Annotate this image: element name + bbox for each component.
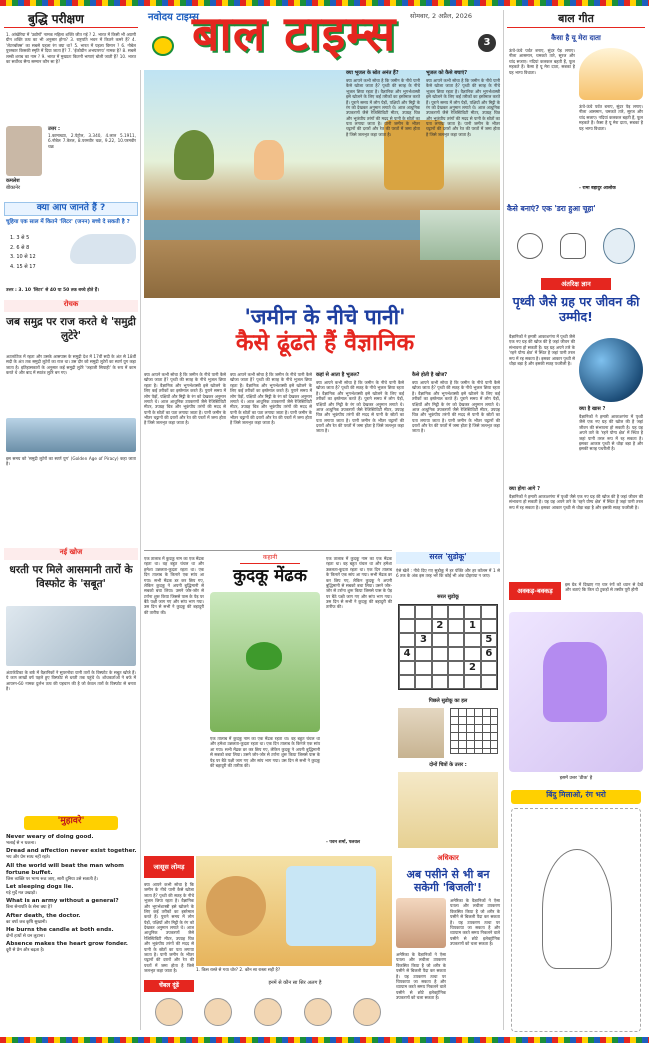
idiom-english: After death, the doctor.	[6, 912, 81, 919]
article-column-3: क्या आपने कभी सोचा है कि जमीन के नीचे पानी कैसे खोजा जाता है? पृथ्वी की सतह के नीचे भूजल छिपा रहता है। वैज्ञानिक और भूगर्भशास्त्री इसे खोजने के लिए कई तरीकों का इस्तेमाल करते हैं। पुराने समय में लोग पेड़ों, पक्षियों और मिट्टी के रंग को देखकर अनुमान लगाते थे। आज आधुनिक उपकरणों जैसे रेजिस्टिविटी मीटर, उपग्रह चित्र और भूकंपीय तरंगों की मदद से पानी के स्रोतों का पता लगाया जाता है। पानी जमीन के भीतर चट्टानों की दरारों और रेत की परतों में जमा होता है जिसे जलभृत कहा जाता है।	[316, 380, 404, 434]
idiom-item	[6, 913, 138, 925]
sudoku-section	[396, 552, 500, 852]
space-tag: अंतरिक्ष ज्ञान	[541, 278, 611, 290]
interesting-tag: रोचक	[63, 300, 79, 308]
space-subhead-2: क्या होगा आगे ?	[509, 486, 540, 492]
sudoku-cell[interactable]: 3	[415, 633, 431, 647]
idiom-english: All the world will beat the man whom fortune buffet.	[6, 862, 124, 876]
option-item: 4. 15 से 17	[10, 263, 36, 270]
interesting-caption: इस समय को 'समुद्री लुटेरों का स्वर्ण युग' (Golden Age of Piracy) कहा जाता है।	[6, 456, 136, 467]
comic-strip-caption: 1. किस रास्ते से गया चोर? 2. कौन सा रास्ता सही है?	[196, 968, 281, 973]
health-tag-box	[396, 854, 500, 866]
sudoku-cell[interactable]	[415, 647, 431, 661]
headline-line1: 'जमीन के नीचे पानी'	[244, 305, 406, 329]
face-option[interactable]	[204, 998, 232, 1026]
idiom-item	[6, 834, 138, 846]
sudoku-cell[interactable]	[399, 619, 415, 633]
spot-tag: चेंबल दूंढें	[144, 980, 194, 992]
options-list	[10, 234, 36, 272]
idiom-hindi: दूरी से प्रेम और बढ़ता है।	[6, 948, 45, 954]
idiom-english: He burns the candle at both ends.	[6, 927, 114, 934]
story-author: - पवन शर्मा, पलवल	[326, 840, 360, 845]
new-search-header	[4, 548, 138, 560]
idiom-english: Never weary of doing good.	[6, 834, 94, 840]
how-made-steps	[509, 218, 643, 274]
poem-title: कैसा है यू मेरा दाता	[551, 34, 601, 42]
frog-illustration	[210, 592, 320, 732]
scared-mouse-icon	[603, 228, 635, 264]
idiom-item	[6, 863, 138, 882]
column-divider	[503, 10, 504, 1030]
spot-caption: इनमें से कौन सा सिर अलग है	[268, 980, 322, 986]
step-mouse-icon	[560, 233, 586, 259]
sudoku-cell[interactable]	[464, 605, 480, 619]
antarctica-image	[6, 606, 136, 666]
story-column-2: एक तालाब में कुदकू नाम का एक मेंढक रहता था। वह बहुत चंचल था और हमेशा उछलता-कूदता रहता था। एक दिन तालाब के किनारे एक सांप आ गया। सभी मेंढक डर कर छिप गए, लेकिन कुदकू ने अपनी बुद्धिमानी से सबको बचा लिया। उसने जोर-जोर से टर्राना शुरू किया जिससे पास के पेड़ पर बैठे पक्षी जाग गए और सांप भाग गया। उस दिन से सभी ने कुदकू की बहादुरी की तारीफ की।	[210, 736, 320, 768]
page-number: 3	[478, 34, 496, 52]
sudoku-cell[interactable]	[448, 647, 464, 661]
riddle-tag: अक्कड़-बक्कड़	[509, 582, 561, 600]
face-option[interactable]	[155, 998, 183, 1026]
idiom-hindi: दोनों हाथों से धन लुटाना।	[6, 934, 45, 940]
sudoku-cell[interactable]	[399, 633, 415, 647]
did-you-know-heading: क्या आप जानते हैं ?	[36, 203, 106, 213]
new-search-tag: नई खोज	[59, 548, 83, 556]
idiom-item	[6, 898, 138, 910]
new-search-title: धरती पर मिले आसमानी तारों के विस्फोट के 'सबूत'	[9, 564, 133, 590]
two-pictures-image	[398, 772, 498, 848]
space-text-3: वैज्ञानिकों ने हमारी आकाशगंगा में पृथ्वी जैसे एक नए ग्रह की खोज की है जहां जीवन की संभावना हो सकती है। यह ग्रह अपने तारे के 'रहने योग्य क्षेत्र' में स्थित है जहां पानी तरल रूप में रह सकता है। इसका आकार पृथ्वी से थोड़ा बड़ा है और इसकी सतह पथरीली है।	[509, 494, 643, 510]
option-item: 3. 10 से 12	[10, 254, 36, 260]
puzzle-illustration	[509, 612, 643, 772]
sudoku-cell[interactable]	[432, 675, 448, 689]
health-title: अब पसीने से भी बन सकेगी 'बिजली'!	[406, 868, 490, 895]
logo-icon	[152, 36, 174, 56]
sudoku-cell[interactable]	[432, 661, 448, 675]
sudoku-instructions: ऐसे खेलें : नीचे दिए गए सुडोकू में हर पंक्ति और हर कॉलम में 1 से 6 तक के अंक इस तरह भरें कि कोई भी अंक दोहराया न जाए।	[396, 568, 500, 579]
health-text-1: अमेरिका के वैज्ञानिकों ने ऐसा पतला और लचीला उपकरण विकसित किया है जो शरीर के पसीने से बिजली पैदा कर सकता है। यह उपकरण त्वचा पर चिपकाया जा सकता है और व्यायाम करते समय निकलने वाले पसीने से छोटे इलेक्ट्रॉनिक उपकरणों को चला सकता है।	[450, 898, 500, 946]
idiom-item	[6, 884, 138, 896]
sudoku-cell[interactable]	[432, 605, 448, 619]
frog-icon	[246, 642, 282, 670]
comic-text: क्या आपने कभी सोचा है कि जमीन के नीचे पानी कैसे खोजा जाता है? पृथ्वी की सतह के नीचे भूजल छिपा रहता है। वैज्ञानिक और भूगर्भशास्त्री इसे खोजने के लिए कई तरीकों का इस्तेमाल करते हैं। पुराने समय में लोग पेड़ों, पक्षियों और मिट्टी के रंग को देखकर अनुमान लगाते थे। आज आधुनिक उपकरणों जैसे रेजिस्टिविटी मीटर, उपग्रह चित्र और भूकंपीय तरंगों की मदद से पानी के स्रोतों का पता लगाया जाता है। पानी जमीन के भीतर चट्टानों की दरारों और रेत की परतों में जमा होता है जिसे जलभृत कहा जाता है।	[144, 882, 194, 973]
article-subhead: कैसे होती है खोज?	[412, 372, 448, 378]
fox-icon	[206, 876, 266, 936]
sudoku-header	[396, 552, 500, 564]
credit-name: कमलेश	[6, 178, 20, 184]
sudoku-cell[interactable]: 4	[399, 647, 415, 661]
character-figure	[543, 642, 607, 722]
how-made-title: कैसे बनाएं? एक 'डरा हुआ चूहा'	[507, 204, 596, 213]
sudoku-cell[interactable]	[432, 633, 448, 647]
face-option[interactable]	[254, 998, 282, 1026]
article-column-1: क्या आपने कभी सोचा है कि जमीन के नीचे पानी कैसे खोजा जाता है? पृथ्वी की सतह के नीचे भूजल छिपा रहता है। वैज्ञानिक और भूगर्भशास्त्री इसे खोजने के लिए कई तरीकों का इस्तेमाल करते हैं। पुराने समय में लोग पेड़ों, पक्षियों और मिट्टी के रंग को देखकर अनुमान लगाते थे। आज आधुनिक उपकरणों जैसे रेजिस्टिविटी मीटर, उपग्रह चित्र और भूकंपीय तरंगों की मदद से पानी के स्रोतों का पता लगाया जाता है। पानी जमीन के भीतर चट्टानों की दरारों और रेत की परतों में जमा होता है जिसे जलभृत कहा जाता है।	[144, 372, 226, 426]
idiom-item	[6, 941, 138, 953]
headline-line2: कैसे ढूंढते हैं वैज्ञानिक	[235, 330, 415, 357]
spot-difference-image	[398, 708, 444, 758]
article-column-4: क्या आपने कभी सोचा है कि जमीन के नीचे पानी कैसे खोजा जाता है? पृथ्वी की सतह के नीचे भूजल छिपा रहता है। वैज्ञानिक और भूगर्भशास्त्री इसे खोजने के लिए कई तरीकों का इस्तेमाल करते हैं। पुराने समय में लोग पेड़ों, पक्षियों और मिट्टी के रंग को देखकर अनुमान लगाते थे। आज आधुनिक उपकरणों जैसे रेजिस्टिविटी मीटर, उपग्रह चित्र और भूकंपीय तरंगों की मदद से पानी के स्रोतों का पता लगाया जाता है। पानी जमीन के भीतर चट्टानों की दरारों और रेत की परतों में जमा होता है जिसे जलभृत कहा जाता है।	[412, 380, 500, 434]
article-subhead: क्या भूजल के स्रोत अनंत हैं?	[346, 70, 399, 76]
idiom-hindi: जिस व्यक्ति पर भाग्य रूठ जाए, सारी दुनिया उसे सताती है।	[6, 876, 99, 882]
sudoku-cell[interactable]	[448, 675, 464, 689]
idioms-heading: 'मुहावरे'	[57, 816, 85, 826]
elephant-outline	[542, 849, 612, 969]
idiom-hindi: भलाई से न थकना।	[6, 840, 36, 846]
step-circle-icon	[517, 233, 543, 259]
sudoku-cell[interactable]	[415, 675, 431, 689]
answers-label: दोनों चित्रों के उत्तर :	[429, 762, 467, 768]
idioms-header	[24, 816, 118, 830]
sudoku-cell[interactable]	[464, 647, 480, 661]
sudoku-cell[interactable]: 2	[464, 661, 480, 675]
article-columns-3-4	[316, 372, 500, 542]
interesting-header	[4, 300, 138, 312]
quiz-header	[4, 12, 138, 28]
sudoku-cell[interactable]: 5	[481, 633, 497, 647]
pirate-ship-image	[6, 418, 136, 452]
bottom-color-bar	[0, 1037, 649, 1043]
comic-illustration	[196, 856, 392, 966]
sun-illustration	[579, 48, 643, 100]
health-tag: अधिकार	[437, 854, 459, 862]
interesting-text: अटलांटिक में रहता और उसके आसपास के समुद्री देश में 17वीं सदी के अंत से 18वीं सदी के अंत तक समुद्री लुटेरों का राज था। उस दौर को समुद्री लुटेरों का स्वर्ण युग कहा जाता है। इतिहासकारों के अनुसार कई समुद्री लुटेरे 'जहाजी सिपाही' के रूप में काम करते थे और बाद में स्वतंत्र लुटेरे बन गए।	[6, 354, 136, 376]
sudoku-answer-caption: पिछले सुडोकू का हल	[428, 698, 468, 704]
brand-name: नवोदय टाइम्स	[148, 12, 199, 23]
health-text-2: अमेरिका के वैज्ञानिकों ने ऐसा पतला और लचीला उपकरण विकसित किया है जो शरीर के पसीने से बिजली पैदा कर सकता है। यह उपकरण त्वचा पर चिपकाया जा सकता है और व्यायाम करते समय निकलने वाले पसीने से छोटे इलेक्ट्रॉनिक उपकरणों को चला सकता है।	[396, 952, 446, 1000]
left-column	[4, 8, 140, 1036]
sudoku-cell[interactable]	[415, 605, 431, 619]
idiom-english: Absence makes the heart grow fonder.	[6, 941, 128, 948]
idiom-english: What is an army without a general?	[6, 898, 119, 905]
article-subhead: भूजल को कैसे बचाएं?	[426, 70, 468, 76]
poem-heading: बाल गीत	[558, 12, 594, 25]
dots-heading: बिंदु मिलाओ, रंग भरो	[546, 790, 606, 799]
answer-line: उत्तर : 3. 10 'लिटर' से 40 या 50 तक बच्चे होते हैं।	[6, 288, 99, 293]
sudoku-cell[interactable]	[399, 605, 415, 619]
sudoku-heading: सरल 'सुडोकू'	[429, 552, 467, 561]
idiom-item	[6, 848, 138, 860]
sudoku-cell[interactable]	[481, 605, 497, 619]
sudoku-cell[interactable]	[481, 661, 497, 675]
idiom-hindi: भय और प्रेम साथ नहीं रहते।	[6, 855, 51, 861]
sudoku-cell[interactable]	[448, 619, 464, 633]
face-option[interactable]	[353, 998, 381, 1026]
previous-sudoku-solution	[450, 708, 498, 754]
story-title: कुदकू मेंढक	[233, 566, 307, 586]
answers-text: 1.कामाख्या, 2.पेट्रोल, 3.340, 4.लाल 5.1911, 6.नोबेल 7.केरल, 8.परमवीर चक्र, 9.22, 10.परमवीर चक्र	[48, 133, 136, 149]
sudoku-cell[interactable]: 1	[464, 619, 480, 633]
space-title: पृथ्वी जैसे ग्रह पर जीवन की उम्मीद!	[512, 294, 640, 325]
mouse-illustration	[70, 234, 136, 264]
section-divider	[144, 550, 392, 551]
poem-header	[507, 12, 645, 28]
maze-panel	[286, 866, 376, 946]
spot-faces-row	[144, 994, 392, 1030]
masthead-title: बाल टाइम्स	[192, 6, 397, 62]
sudoku-cell[interactable]	[464, 675, 480, 689]
sudoku-cell[interactable]	[399, 661, 415, 675]
poem-text-2: ऊंचे-ऊंचे पर्वत बनाए, सुंदर पेड़ लगाए। नीला आसमान, चमकते तारे, सूरज और चांद सजाए। नदियां कलकल बहती हैं, फूल महकते हैं। कैसा है यू मेरा दाता, सबका है यह भाग्य विधाता।	[579, 104, 643, 131]
sudoku-cell[interactable]	[448, 605, 464, 619]
space-subhead: क्या है खास ?	[579, 406, 606, 412]
face-option[interactable]	[304, 998, 332, 1026]
space-text-2: वैज्ञानिकों ने हमारी आकाशगंगा में पृथ्वी जैसे एक नए ग्रह की खोज की है जहां जीवन की संभावना हो सकती है। यह ग्रह अपने तारे के 'रहने योग्य क्षेत्र' में स्थित है जहां पानी तरल रूप में रह सकता है। इसका आकार पृथ्वी से थोड़ा बड़ा है और इसकी सतह पथरीली है।	[579, 414, 643, 452]
option-item: 1. 3 से 5	[10, 235, 30, 241]
interesting-title: जब समुद्र पर राज करते थे 'समुद्री लुटेरे'	[6, 316, 136, 342]
column-divider	[140, 70, 141, 1030]
sudoku-cell[interactable]	[448, 661, 464, 675]
sudoku-cell[interactable]	[399, 675, 415, 689]
idioms-list	[6, 834, 138, 1034]
right-column	[507, 8, 645, 1036]
sweat-sensor-photo	[396, 898, 446, 948]
sudoku-cell[interactable]	[415, 619, 431, 633]
dot-to-dot-canvas[interactable]	[511, 808, 641, 1032]
idiom-hindi: बिना सेनापति के सेना क्या है?	[6, 905, 53, 911]
story-column-3: एक तालाब में कुदकू नाम का एक मेंढक रहता था। वह बहुत चंचल था और हमेशा उछलता-कूदता रहता था। एक दिन तालाब के किनारे एक सांप आ गया। सभी मेंढक डर कर छिप गए, लेकिन कुदकू ने अपनी बुद्धिमानी से सबको बचा लिया। उसने जोर-जोर से टर्राना शुरू किया जिससे पास के पेड़ पर बैठे पक्षी जाग गए और सांप भाग गया। उस दिन से सभी ने कुदकू की बहादुरी की तारीफ की।	[326, 556, 392, 610]
author-photo	[6, 126, 42, 176]
story-column-1: एक तालाब में कुदकू नाम का एक मेंढक रहता था। वह बहुत चंचल था और हमेशा उछलता-कूदता रहता था। एक दिन तालाब के किनारे एक सांप आ गया। सभी मेंढक डर कर छिप गए, लेकिन कुदकू ने अपनी बुद्धिमानी से सबको बचा लिया। उसने जोर-जोर से टर्राना शुरू किया जिससे पास के पेड़ पर बैठे पक्षी जाग गए और सांप भाग गया। उस दिन से सभी ने कुदकू की बहादुरी की तारीफ की।	[144, 556, 204, 615]
article-subhead: कहां से आता है भूजल?	[316, 372, 360, 378]
sudoku-cell[interactable]	[432, 647, 448, 661]
riddle-text: इस ग्रेड में दिखाए गए चार रंगों को ध्यान से देखें और बताएं कि किन दो टुकड़ों से तस्वीर पूरी होगी	[565, 582, 643, 593]
did-you-know-question: चूहिया एक साल में कितने 'लिटर' (जनन) बच्चे दे सकती है ?	[6, 219, 130, 225]
right-article-text-2: क्या आपने कभी सोचा है कि जमीन के नीचे पानी कैसे खोजा जाता है? पृथ्वी की सतह के नीचे भूजल छिपा रहता है। वैज्ञानिक और भूगर्भशास्त्री इसे खोजने के लिए कई तरीकों का इस्तेमाल करते हैं। पुराने समय में लोग पेड़ों, पक्षियों और मिट्टी के रंग को देखकर अनुमान लगाते थे। आज आधुनिक उपकरणों जैसे रेजिस्टिविटी मीटर, उपग्रह चित्र और भूकंपीय तरंगों की मदद से पानी के स्रोतों का पता लगाया जाता है। पानी जमीन के भीतर चट्टानों की दरारों और रेत की परतों में जमा होता है जिसे जलभृत कहा जाता है।	[426, 78, 500, 137]
idiom-english: Let sleeping dogs lie.	[6, 884, 74, 891]
space-text-1: वैज्ञानिकों ने हमारी आकाशगंगा में पृथ्वी जैसे एक नए ग्रह की खोज की है जहां जीवन की संभावना हो सकती है। यह ग्रह अपने तारे के 'रहने योग्य क्षेत्र' में स्थित है जहां पानी तरल रूप में रह सकता है। इसका आकार पृथ्वी से थोड़ा बड़ा है और इसकी सतह पथरीली है।	[509, 334, 575, 366]
story-tag: कहानी	[262, 554, 278, 561]
did-you-know-header	[4, 202, 138, 216]
issue-date: सोमवार, 2 अप्रैल, 2026	[410, 12, 473, 20]
answers-label: उत्तर :	[48, 126, 60, 132]
quiz-heading: बुद्धि परीक्षण	[28, 12, 84, 26]
story-tag-box	[240, 554, 300, 564]
right-article-text-1: क्या आपने कभी सोचा है कि जमीन के नीचे पानी कैसे खोजा जाता है? पृथ्वी की सतह के नीचे भूजल छिपा रहता है। वैज्ञानिक और भूगर्भशास्त्री इसे खोजने के लिए कई तरीकों का इस्तेमाल करते हैं। पुराने समय में लोग पेड़ों, पक्षियों और मिट्टी के रंग को देखकर अनुमान लगाते थे। आज आधुनिक उपकरणों जैसे रेजिस्टिविटी मीटर, उपग्रह चित्र और भूकंपीय तरंगों की मदद से पानी के स्रोतों का पता लगाया जाता है। पानी जमीन के भीतर चट्टानों की दरारों और रेत की परतों में जमा होता है जिसे जलभृत कहा जाता है।	[346, 78, 420, 137]
dots-header	[511, 790, 641, 804]
idiom-hindi: गड़े मुर्दे मत उखाड़ो।	[6, 891, 37, 896]
well-photo	[420, 210, 500, 260]
sudoku-cell[interactable]	[415, 661, 431, 675]
poem-author: - रामा बहादुर आलोक	[579, 186, 616, 191]
option-item: 2. 6 से 8	[10, 244, 30, 251]
poem-text-1: ऊंचे-ऊंचे पर्वत बनाए, सुंदर पेड़ लगाए। नीला आसमान, चमकते तारे, सूरज और चांद सजाए। नदियां कलकल बहती हैं, फूल महकते हैं। कैसा है यू मेरा दाता, सबका है यह भाग्य विधाता।	[509, 48, 575, 75]
maze-caption: इसमें उत्तर 'ठीक' है	[559, 776, 593, 781]
sudoku-grid	[398, 604, 498, 690]
article-column-2: क्या आपने कभी सोचा है कि जमीन के नीचे पानी कैसे खोजा जाता है? पृथ्वी की सतह के नीचे भूजल छिपा रहता है। वैज्ञानिक और भूगर्भशास्त्री इसे खोजने के लिए कई तरीकों का इस्तेमाल करते हैं। पुराने समय में लोग पेड़ों, पक्षियों और मिट्टी के रंग को देखकर अनुमान लगाते थे। आज आधुनिक उपकरणों जैसे रेजिस्टिविटी मीटर, उपग्रह चित्र और भूकंपीय तरंगों की मदद से पानी के स्रोतों का पता लगाया जाता है। पानी जमीन के भीतर चट्टानों की दरारों और रेत की परतों में जमा होता है जिसे जलभृत कहा जाता है।	[230, 372, 312, 426]
sudoku-grid-caption: सरल सुडोकू	[437, 594, 459, 600]
quiz-text: 1. आंखेरिया में 'उद्योगों' नामक महिला शक्ति जीत गई ? 2. भारत में किसी भी अग्रणी ग्रीन शक्ति तत्व का भी अनुसार होगा? 3. राष्ट्रपति भवन में कितने कमरे हैं? 4. 'लेटरबॉक्स' का सबसे पहला रंग क्या था? 5. भारत में पहला विमान ? 6. नोबेल पुरस्कार किसकी स्मृति में दिया जाता है? 7. 'ईकोग्रीन अभयारण्य' नामक है? 8. सबसे लम्बी शराब का नाम ? 9. भारत में मुख्यतः कितनी भाषाएं बोली जाती हैं? 10. भारत का सर्वोच्च सैन्य सम्मान कौन सा है?	[6, 32, 136, 64]
masthead	[140, 6, 502, 68]
sudoku-cell[interactable]	[481, 675, 497, 689]
sudoku-cell[interactable]: 2	[432, 619, 448, 633]
tree-icon	[174, 130, 214, 180]
comic-tag: जासूस लोमड़	[144, 856, 194, 878]
new-search-text: अंटार्कटिका के बर्फ में वैज्ञानिकों ने सुपरनोवा यानी तारों के विस्फोट के सबूत खोजे हैं। ये कण लाखों वर्ष पहले हुए विस्फोट से धरती तक पहुंचे थे। शोधकर्ताओं ने बर्फ में आयरन-60 नामक दुर्लभ तत्व की पहचान की है जो केवल तारों के विस्फोट से बनता है।	[6, 670, 136, 692]
scientist-figure	[254, 140, 284, 180]
credit-place: बीकानेर	[6, 185, 21, 191]
sudoku-cell[interactable]	[464, 633, 480, 647]
sudoku-cell[interactable]	[448, 633, 464, 647]
sudoku-cell[interactable]: 6	[481, 647, 497, 661]
planet-image	[579, 338, 643, 402]
idiom-english: Dread and affection never exist together.	[6, 848, 137, 855]
idiom-hindi: का वर्षा जब कृषि सुखानी।	[6, 919, 48, 925]
sudoku-cell[interactable]	[481, 619, 497, 633]
idiom-item	[6, 927, 138, 939]
